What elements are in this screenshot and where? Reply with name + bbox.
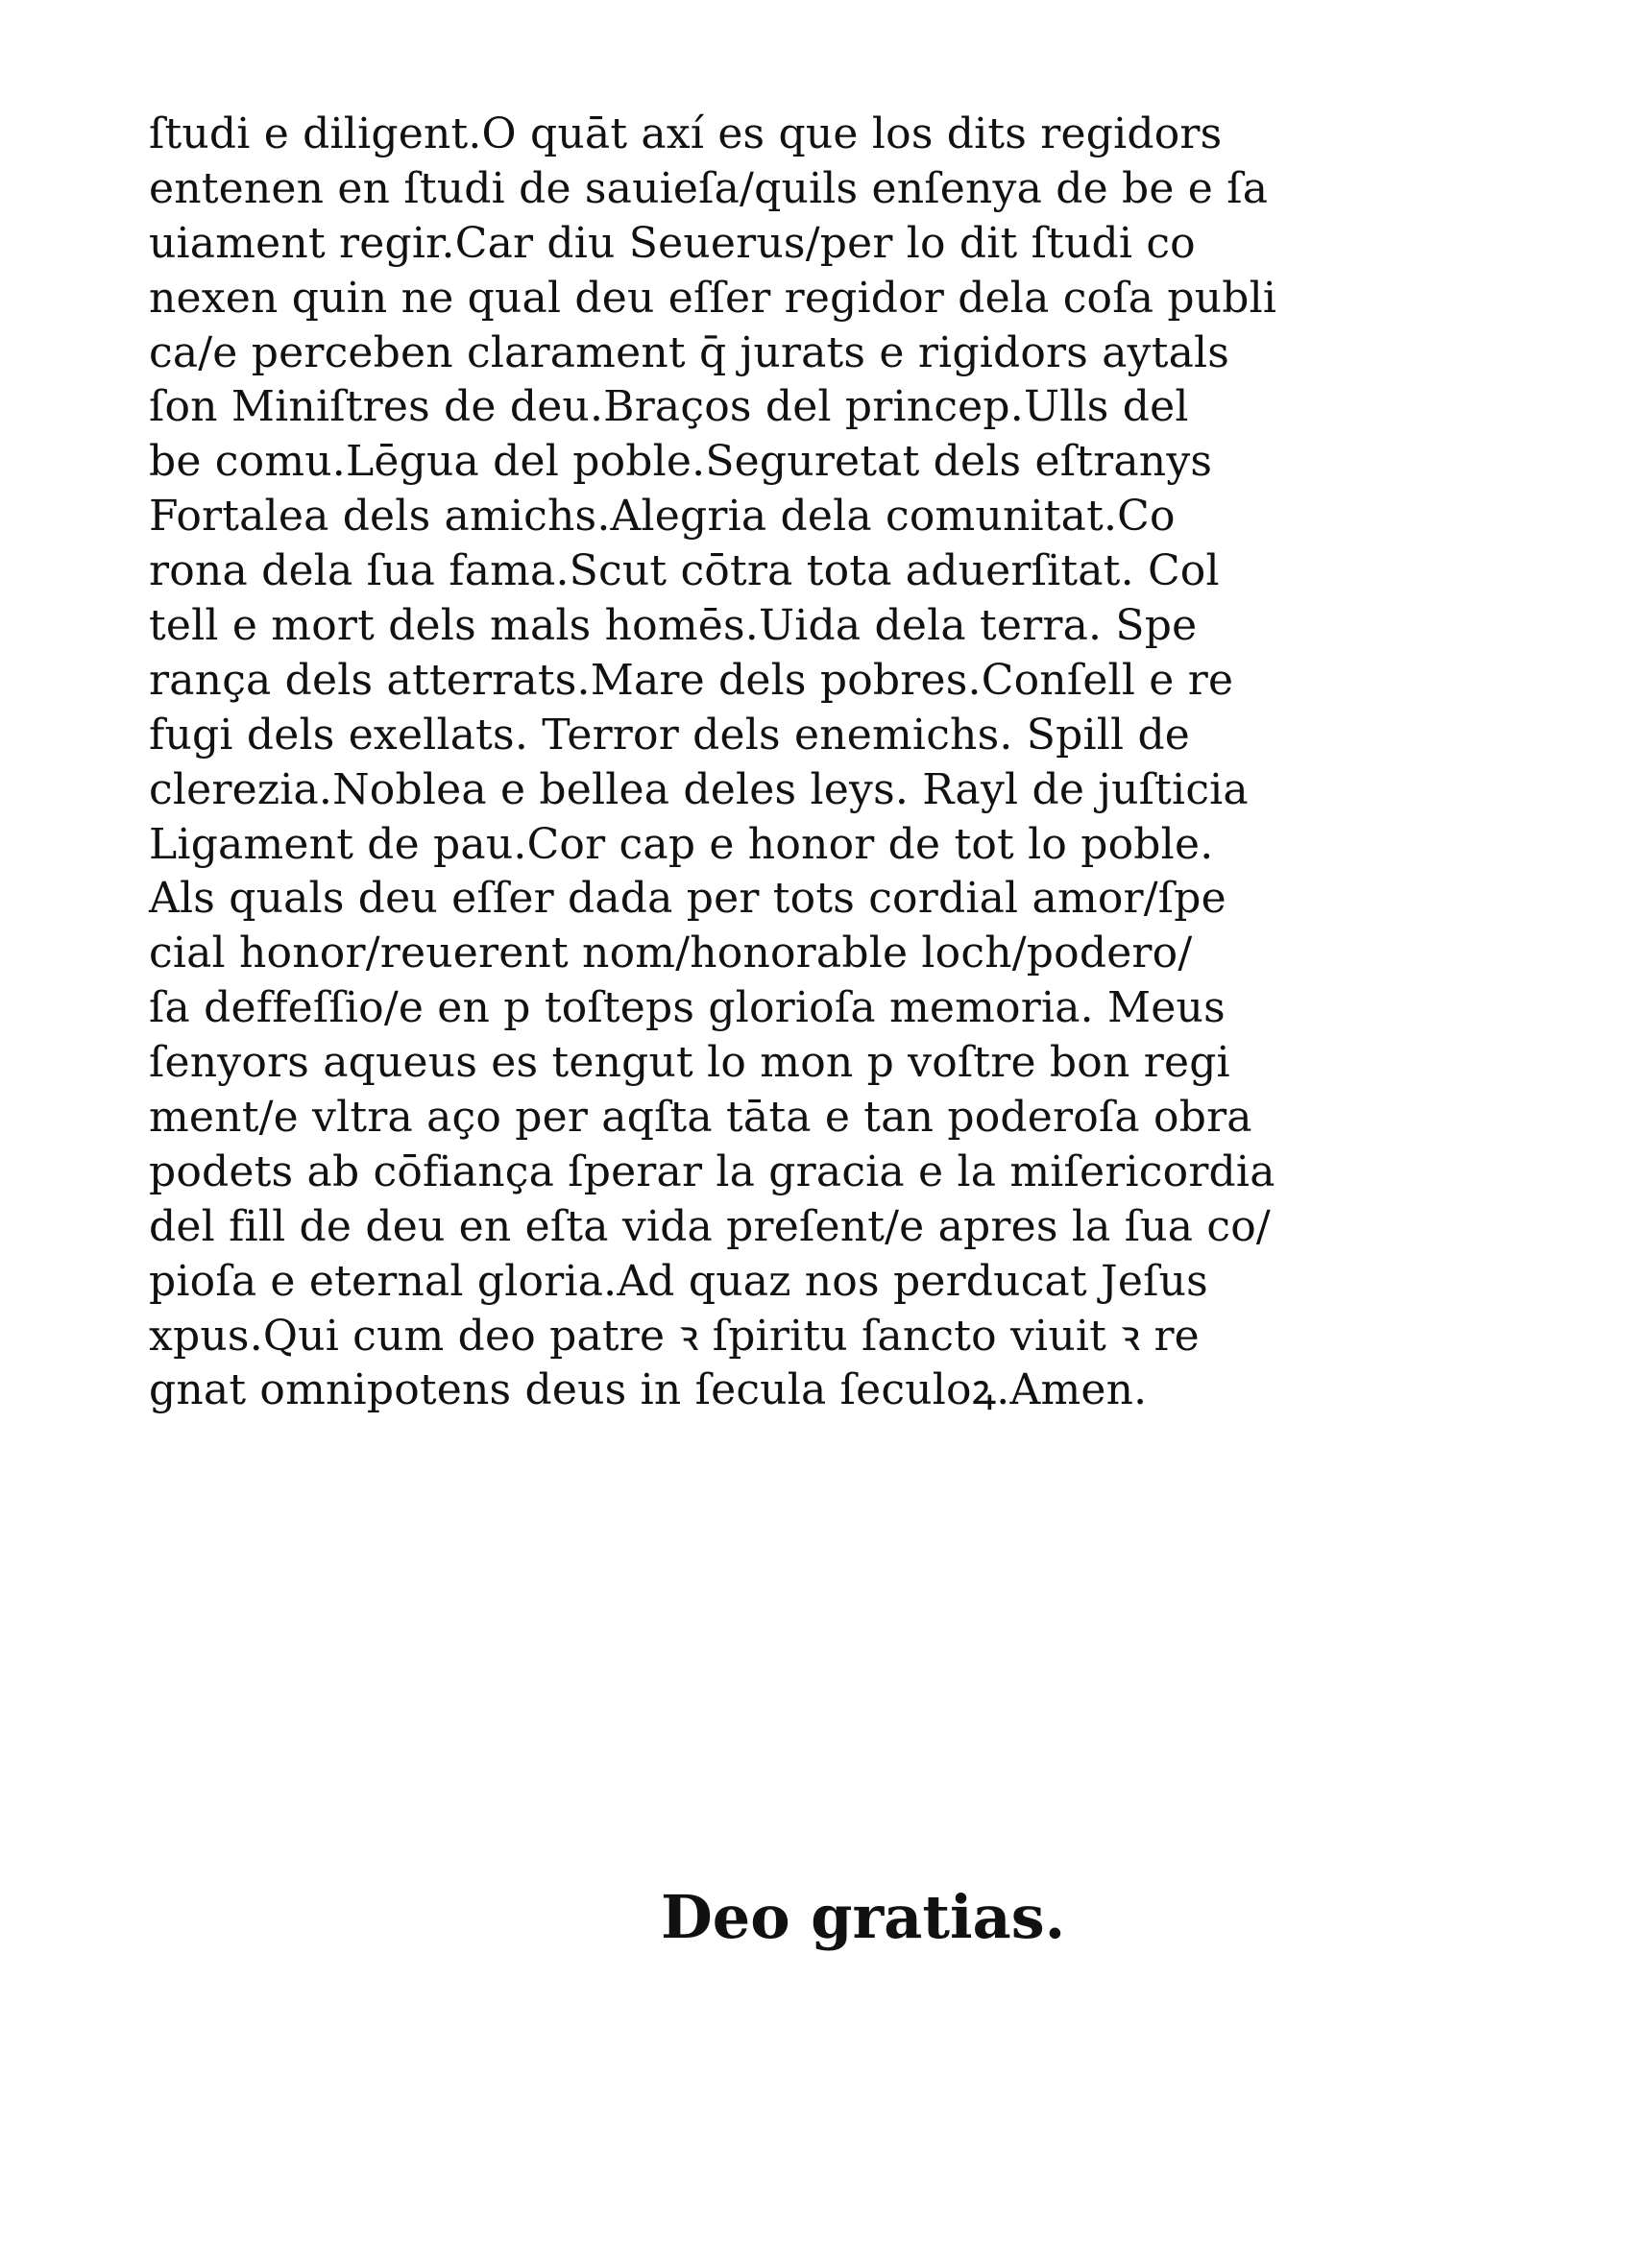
text-line: tell e mort dels mals homēs.Uida dela terra. Spe (149, 601, 1198, 651)
text-line: podets ab cōfiança ſperar la gracia e la miſericordia (149, 1146, 1275, 1196)
text-line: ment/e vltra aço per aqſta tāta e tan poderoſa obra (149, 1093, 1252, 1143)
body-text (149, 108, 1493, 1418)
text-line: xpus.Qui cum deo patre ꝛ ſpiritu ſancto viuit ꝛ re (149, 1311, 1200, 1361)
text-line: del fill de deu en eſta vida preſent/e apres la ſua co/ (149, 1201, 1271, 1251)
text-line: Fortalea dels amichs.Alegria dela comunitat.Co (149, 492, 1176, 542)
text-line: ſon Miniſtres de deu.Braços del princep.Ulls del (149, 382, 1189, 432)
text-line: rona dela ſua fama.Scut cōtra tota aduerſitat. Col (149, 546, 1220, 596)
text-line: cial honor/reuerent nom/honorable loch/podero/ (149, 929, 1193, 978)
text-line: ſa deffeſſio/e en p toſteps glorioſa memoria. Meus (149, 983, 1226, 1033)
text-line: entenen en ſtudi de sauieſa/quils enſenya de be e ſa (149, 163, 1269, 213)
text-line: clerezia.Noblea e bellea deles leys. Rayl de juſticia (149, 764, 1249, 814)
text-line: ca/e perceben clarament q̄ jurats e rigidors aytals (149, 327, 1230, 377)
text-line: pioſa e eternal gloria.Ad quaz nos perducat Jeſus (149, 1256, 1208, 1306)
text-line: fugi dels exellats. Terror dels enemichs. Spill de (149, 710, 1191, 760)
text-line: rança dels atterrats.Mare dels pobres.Conſell e re (149, 655, 1234, 705)
text-line: gnat omnipotens deus in ſecula ſeculoꝝ.Amen. (149, 1365, 1148, 1415)
text-line: nexen quin ne qual deu eſſer regidor dela coſa publi (149, 273, 1277, 323)
closing-line: Deo gratias. (661, 1882, 1066, 1952)
text-line: be comu.Lēgua del poble.Seguretat dels eſtranys (149, 437, 1213, 487)
text-line: Als quals deu eſſer dada per tots cordial amor/ſpe (149, 874, 1226, 924)
text-line: Ligament de pau.Cor cap e honor de tot lo poble. (149, 819, 1214, 869)
text-line: uiament regir.Car diu Seuerus/per lo dit ſtudi co (149, 218, 1196, 268)
text-line: ſtudi e diligent.O quāt axí es que los dits regidors (149, 109, 1223, 158)
text-line: ſenyors aqueus es tengut lo mon p voſtre bon regi (149, 1038, 1230, 1088)
